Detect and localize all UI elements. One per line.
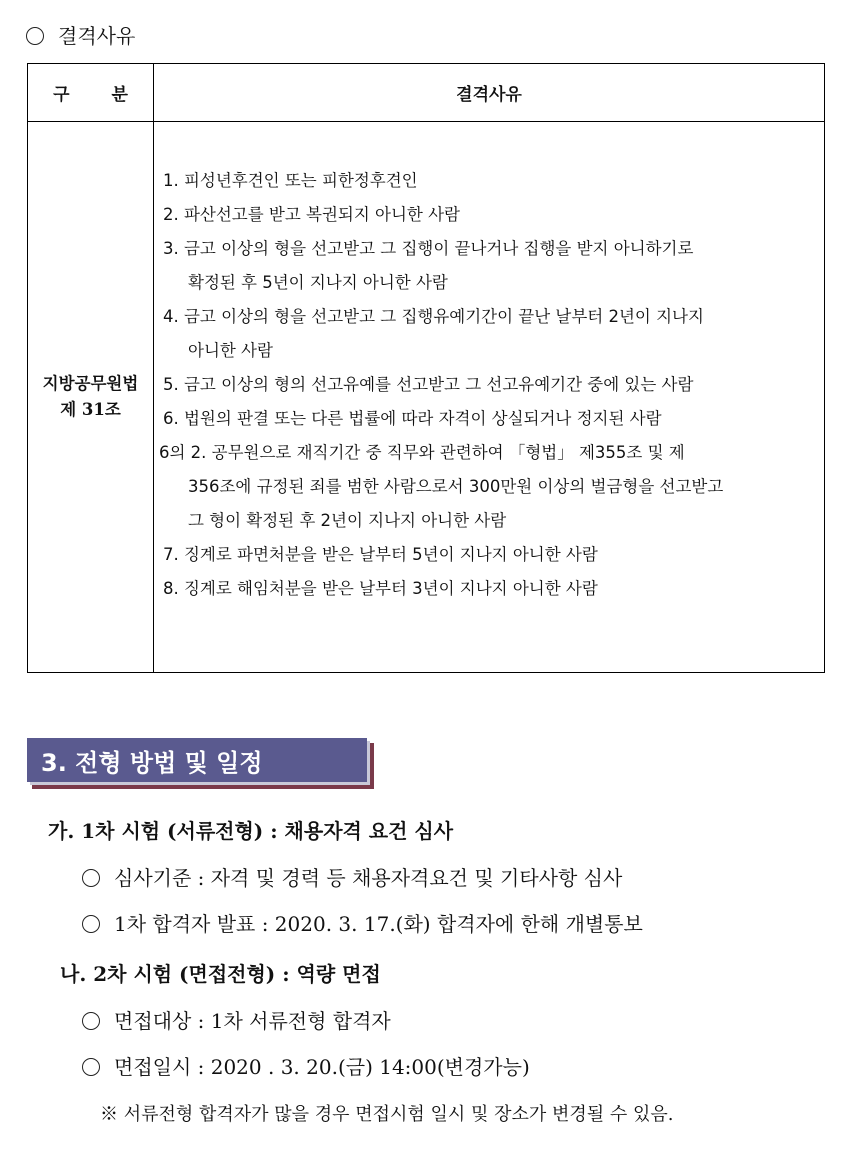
list-item: 8. 징계로 해임처분을 받은 날부터 3년이 지나지 아니한 사람 bbox=[163, 579, 598, 598]
section-title-banner: 3. 전형 방법 및 일정 bbox=[27, 738, 367, 782]
list-item: 7. 징계로 파면처분을 받은 날부터 5년이 지나지 아니한 사람 bbox=[163, 545, 598, 564]
list-item: 6. 법원의 판결 또는 다른 법률에 따라 자격이 상실되거나 정지된 사람 bbox=[163, 409, 662, 428]
second-exam-heading: 나. 2차 시험 (면접전형) : 역량 면접 bbox=[60, 962, 381, 986]
list-item: 356조에 규정된 죄를 범한 사람으로서 300만원 이상의 벌금형을 선고받고 bbox=[188, 477, 724, 496]
circle-bullet-icon bbox=[82, 1058, 100, 1076]
reason-list bbox=[159, 164, 816, 606]
column-header-category: 구 분 bbox=[53, 85, 146, 105]
category-cell bbox=[28, 122, 153, 672]
first-exam-heading: 가. 1차 시험 (서류전형) : 채용자격 요건 심사 bbox=[48, 819, 454, 843]
list-item: 6의 2. 공무원으로 재직기간 중 직무와 관련하여 「형법」 제355조 및 제 bbox=[159, 443, 685, 462]
list-item: 3. 금고 이상의 형을 선고받고 그 집행이 끝나거나 집행을 받지 아니하기로 bbox=[163, 239, 694, 258]
schedule-change-note: ※ 서류전형 합격자가 많을 경우 면접시험 일시 및 장소가 변경될 수 있음. bbox=[100, 1104, 674, 1125]
category-law-name: 지방공무원법 bbox=[42, 374, 139, 393]
circle-bullet-icon bbox=[26, 27, 44, 45]
column-header-reason: 결격사유 bbox=[456, 85, 522, 105]
list-item: 1차 합격자 발표 : 2020. 3. 17.(화) 합격자에 한해 개별통보 bbox=[82, 908, 643, 937]
column-divider bbox=[153, 64, 154, 672]
list-item: 그 형이 확정된 후 2년이 지나지 아니한 사람 bbox=[188, 511, 507, 530]
category-article: 제 31조 bbox=[60, 400, 121, 419]
list-item: 면접일시 : 2020 . 3. 20.(금) 14:00(변경가능) bbox=[82, 1051, 530, 1080]
list-item: 확정된 후 5년이 지나지 아니한 사람 bbox=[188, 273, 448, 292]
disqualification-table bbox=[27, 63, 825, 673]
circle-bullet-icon bbox=[82, 1012, 100, 1030]
circle-bullet-icon bbox=[82, 915, 100, 933]
list-item: 1. 피성년후견인 또는 피한정후견인 bbox=[163, 171, 418, 190]
list-item: 4. 금고 이상의 형을 선고받고 그 집행유예기간이 끝난 날부터 2년이 지나지 bbox=[163, 307, 704, 326]
circle-bullet-icon bbox=[82, 869, 100, 887]
disqualification-heading: 결격사유 bbox=[26, 20, 135, 49]
list-item: 면접대상 : 1차 서류전형 합격자 bbox=[82, 1005, 391, 1034]
list-item: 5. 금고 이상의 형의 선고유예를 선고받고 그 선고유예기간 중에 있는 사람 bbox=[163, 375, 694, 394]
list-item: 아니한 사람 bbox=[188, 341, 273, 360]
list-item: 심사기준 : 자격 및 경력 등 채용자격요건 및 기타사항 심사 bbox=[82, 862, 622, 891]
list-item: 2. 파산선고를 받고 복권되지 아니한 사람 bbox=[163, 205, 460, 224]
